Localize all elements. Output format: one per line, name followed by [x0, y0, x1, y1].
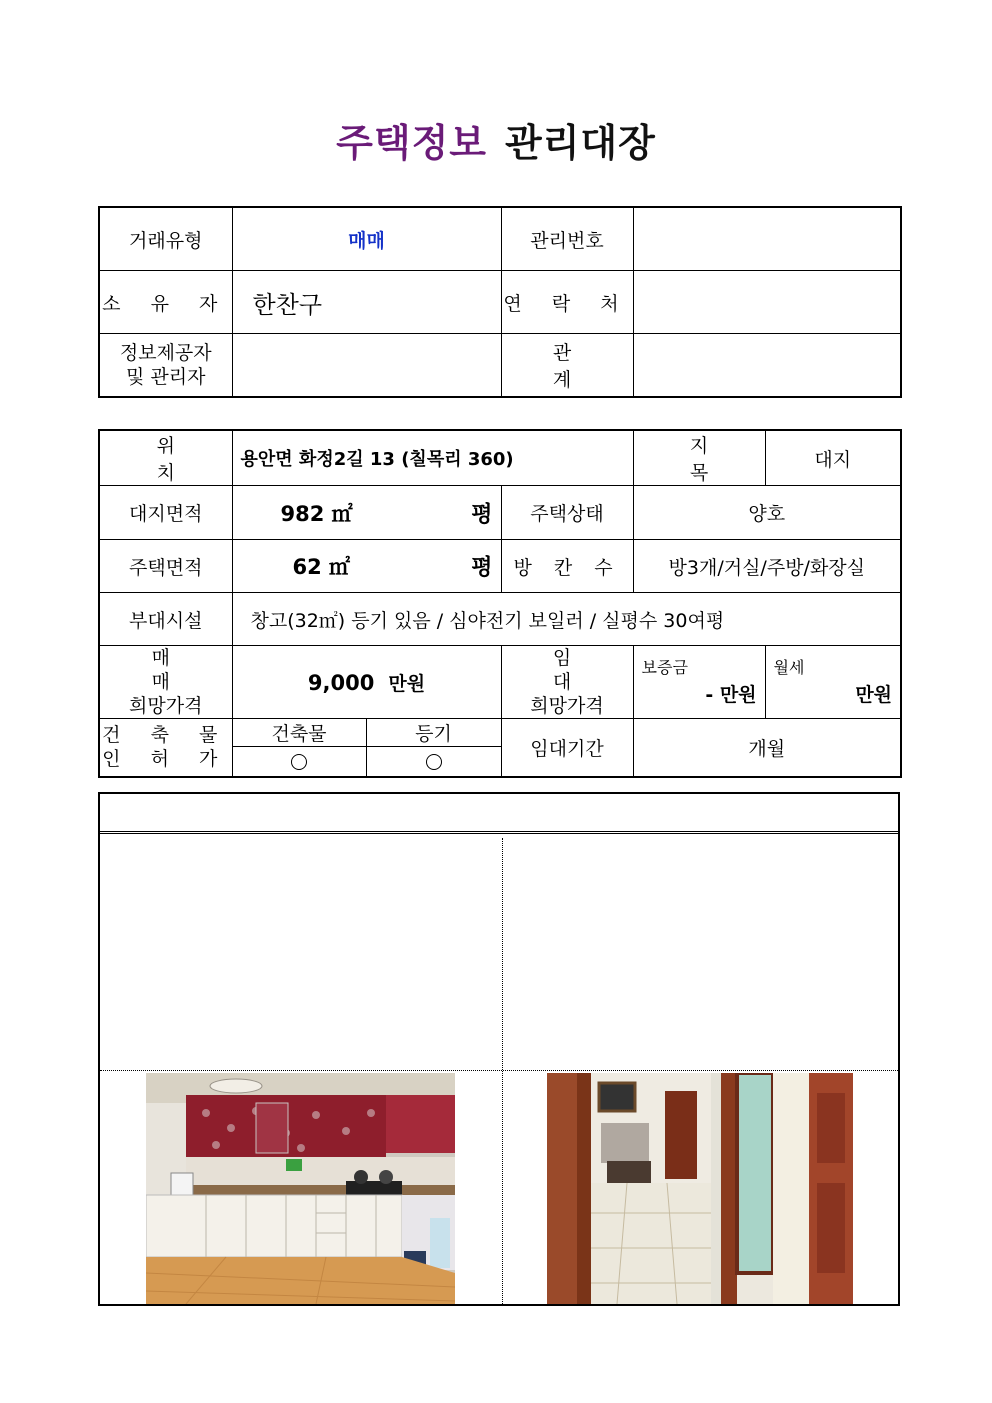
mgmt-no-value — [633, 207, 901, 271]
location-value: 용안면 화정2길 13 (칠목리 360) — [232, 430, 633, 486]
photo-divider-horizontal — [100, 1070, 898, 1071]
facility-value: 창고(32㎡) 등기 있음 / 심야전기 보일러 / 실평수 30여평 — [232, 593, 901, 646]
trade-type-value: 매매 — [232, 207, 501, 271]
hallway-photo — [547, 1073, 853, 1304]
photo-section — [98, 792, 900, 1306]
land-area-cell — [232, 486, 501, 540]
permit-label — [99, 719, 232, 777]
relation-value — [633, 334, 901, 398]
contact-label: 연 락 처 — [501, 271, 633, 334]
monthly-value: 만원 — [855, 684, 893, 706]
facility-label: 부대시설 — [99, 593, 232, 646]
title-colored: 주택정보 — [336, 121, 487, 165]
trade-type-label: 거래유형 — [99, 207, 232, 271]
provider-label-line1: 정보제공자 — [119, 342, 212, 364]
deposit-cell — [633, 646, 765, 719]
land-area-pyeong: 평 — [471, 502, 493, 527]
rent-label-line1: 임 대 — [552, 647, 612, 693]
kitchen-photo — [146, 1073, 455, 1304]
owner-label: 소 유 자 — [99, 271, 232, 334]
sale-label-line1: 매 매 — [151, 647, 210, 693]
photo-divider-vertical — [502, 838, 503, 1304]
house-area-value: 62 ㎡ — [292, 555, 351, 579]
land-area-value: 982 ㎡ — [280, 501, 353, 526]
property-table — [98, 429, 902, 778]
rent-label-line2: 희망가격 — [530, 695, 604, 717]
monthly-cell — [765, 646, 901, 719]
monthly-label: 월세 — [773, 658, 805, 677]
contact-value — [633, 271, 901, 334]
house-status-value: 양호 — [633, 486, 901, 540]
circle-mark-icon — [291, 754, 307, 770]
owner-value: 한찬구 — [232, 271, 501, 334]
house-area-cell — [232, 540, 501, 593]
relation-label: 관 계 — [501, 334, 633, 398]
photo-section-header — [100, 794, 898, 834]
rooms-label: 방 칸 수 — [501, 540, 633, 593]
page-title — [0, 112, 992, 167]
land-category-label: 지 목 — [633, 430, 765, 486]
sale-price-cell — [232, 646, 501, 719]
basic-info-table — [98, 206, 902, 398]
provider-value — [232, 334, 501, 398]
house-area-label: 주택면적 — [99, 540, 232, 593]
circle-mark-icon — [426, 754, 442, 770]
house-area-pyeong: 평 — [471, 555, 493, 581]
deposit-label: 보증금 — [641, 658, 688, 677]
permit-registry-label: 등기 — [366, 719, 501, 747]
rooms-value: 방3개/거실/주방/화장실 — [633, 540, 901, 593]
land-area-label: 대지면적 — [99, 486, 232, 540]
sale-price-unit: 만원 — [388, 672, 426, 695]
sale-price-label — [99, 646, 232, 719]
sale-label-line2: 희망가격 — [129, 695, 203, 717]
provider-label — [99, 334, 232, 398]
permit-label-line1: 건 축 물 — [102, 724, 230, 747]
house-status-label: 주택상태 — [501, 486, 633, 540]
permit-building-label: 건축물 — [232, 719, 366, 747]
permit-registry-mark — [366, 747, 501, 777]
title-plain: 관리대장 — [505, 121, 656, 165]
deposit-value: - 만원 — [705, 684, 757, 706]
sale-price-value: 9,000 — [307, 670, 375, 695]
lease-period-label: 임대기간 — [501, 719, 633, 777]
land-category-value: 대지 — [765, 430, 901, 486]
location-label: 위 치 — [99, 430, 232, 486]
mgmt-no-label: 관리번호 — [501, 207, 633, 271]
rent-price-label — [501, 646, 633, 719]
permit-building-mark — [232, 747, 366, 777]
lease-period-value: 개월 — [633, 719, 901, 777]
permit-label-line2: 인 허 가 — [102, 748, 230, 771]
provider-label-line2: 및 관리자 — [126, 366, 206, 388]
